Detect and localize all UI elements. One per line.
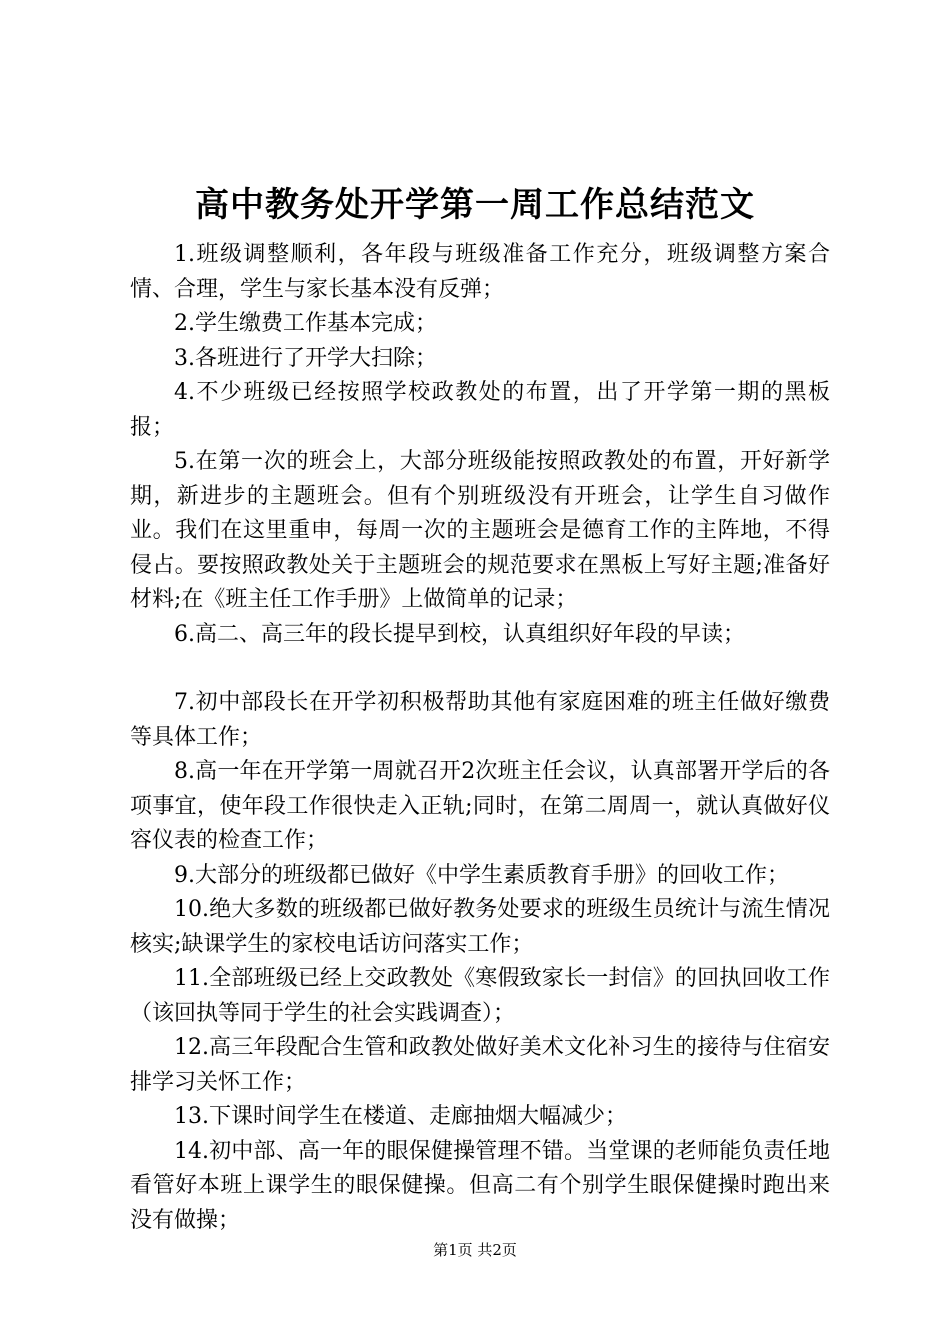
paragraph-12: 12.高三年段配合生管和政教处做好美术文化补习生的接待与住宿安排学习关怀工作； [130,1035,830,1095]
paragraph-3: 3.各班进行了开学大扫除； [174,345,437,371]
paragraph-7: 7.初中部段长在开学初积极帮助其他有家庭困难的班主任做好缴费等具体工作； [130,690,830,750]
paragraph-2: 2.学生缴费工作基本完成； [174,311,437,336]
paragraph-6: 6.高二、高三年的段长提早到校，认真组织好年段的早读； [174,621,745,647]
paragraph-9: 9.大部分的班级都已做好《中学生素质教育手册》的回收工作； [174,862,789,888]
paragraph-14: 14.初中部、高一年的眼保健操管理不错。当堂课的老师能负责任地看管好本班上课学生的眼保健操。但高二有个别学生眼保健操时跑出来没有做操； [130,1138,830,1233]
paragraph-5: 5.在第一次的班会上，大部分班级能按照政教处的布置，开好新学期，新进步的主题班会。但有个别班级没有开班会，让学生自习做作业。我们在这里重申，每周一次的主题班会是德育工作的主阵地，不得侵占。要按照政教处关于主题班会的规范要求在黑板上写好主题;准备好材料;在《班主任工作手册》上做简单的记录； [130,449,830,612]
paragraph-8: 8.高一年在开学第一周就召开2次班主任会议，认真部署开学后的各项事宜，使年段工作很快走入正轨;同时，在第二周周一，就认真做好仪容仪表的检查工作； [130,759,830,853]
page-footer: 第1页 共2页 [433,1241,517,1259]
document-body [130,238,830,1238]
paragraph-10: 10.绝大多数的班级都已做好教务处要求的班级生员统计与流生情况核实;缺课学生的家校电话访问落实工作； [130,897,830,957]
document-title: 高中教务处开学第一周工作总结范文 [195,185,755,225]
paragraph-11: 11.全部班级已经上交政教处《寒假致家长一封信》的回执回收工作（该回执等同于学生的社会实践调查）； [130,966,830,1026]
paragraph-1: 1.班级调整顺利，各年段与班级准备工作充分，班级调整方案合情、合理，学生与家长基本没有反弹； [130,242,830,302]
blank-line [130,652,830,686]
paragraph-13: 13.下课时间学生在楼道、走廊抽烟大幅减少； [174,1104,627,1129]
paragraph-4: 4.不少班级已经按照学校政教处的布置，出了开学第一期的黑板报； [130,380,830,440]
